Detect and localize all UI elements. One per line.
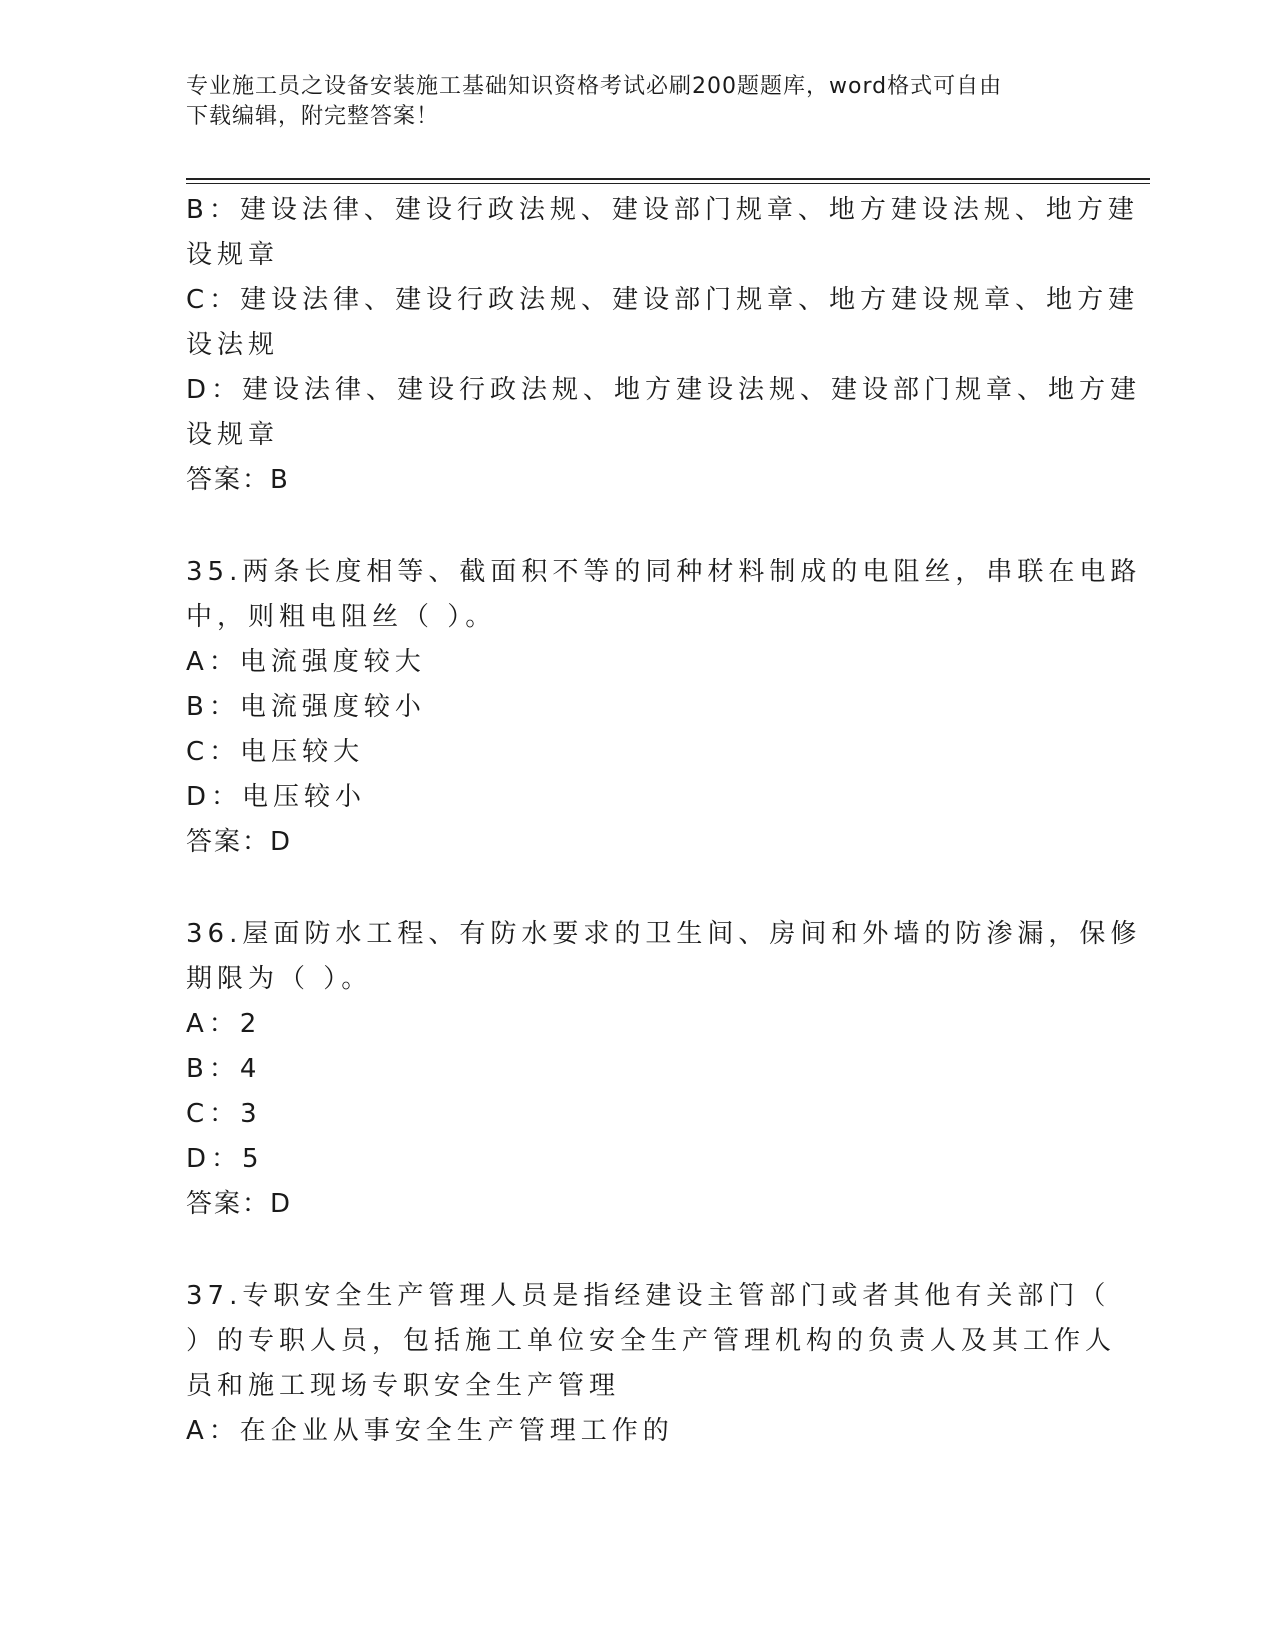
option-b-line-2: 设规章 [186, 240, 280, 270]
spacer [186, 503, 1076, 550]
option-d: D：5 [186, 1144, 264, 1174]
question-34-options [186, 188, 1142, 503]
spacer [186, 1227, 1076, 1274]
option-b-line-1: B：建设法律、建设行政法规、建设部门规章、地方建设法规、地方建 [186, 195, 1139, 225]
option-b: B：4 [186, 1054, 262, 1084]
answer-34: 答案：B [186, 465, 290, 495]
question-36-stem-line-2: 期限为（ ）。 [186, 964, 373, 994]
question-37-stem-line-2: ）的专职人员，包括施工单位安全生产管理机构的负责人及其工作人 [186, 1326, 1117, 1356]
question-37-stem-line-3: 员和施工现场专职安全生产管理 [186, 1371, 621, 1401]
option-a: A：在企业从事安全生产管理工作的 [186, 1416, 674, 1446]
answer-36: 答案：D [186, 1189, 293, 1219]
question-35 [186, 550, 1142, 865]
option-c: C：电压较大 [186, 737, 365, 767]
header-line-1: 专业施工员之设备安装施工基础知识资格考试必刷200题题库，word格式可自由 [186, 74, 1003, 99]
header-divider-thick [186, 178, 1150, 180]
question-37 [186, 1274, 1117, 1454]
option-a: A：2 [186, 1009, 262, 1039]
option-c-line-1: C：建设法律、建设行政法规、建设部门规章、地方建设规章、地方建 [186, 285, 1140, 315]
question-35-stem-line-2: 中，则粗电阻丝（ ）。 [186, 602, 497, 632]
answer-35: 答案：D [186, 827, 293, 857]
option-c: C：3 [186, 1099, 262, 1129]
question-36-stem-line-1: 36.屋面防水工程、有防水要求的卫生间、房间和外墙的防渗漏，保修 [186, 919, 1142, 949]
question-36 [186, 912, 1142, 1227]
option-c-line-2: 设法规 [186, 330, 280, 360]
option-d: D：电压较小 [186, 782, 367, 812]
option-b: B：电流强度较小 [186, 692, 426, 722]
question-37-stem-line-1: 37.专职安全生产管理人员是指经建设主管部门或者其他有关部门（ [186, 1281, 1111, 1311]
question-content [186, 188, 1142, 1454]
option-d-line-1: D：建设法律、建设行政法规、地方建设法规、建设部门规章、地方建 [186, 375, 1142, 405]
header-line-2: 下载编辑，附完整答案！ [186, 104, 440, 129]
question-35-stem-line-1: 35.两条长度相等、截面积不等的同种材料制成的电阻丝，串联在电路 [186, 557, 1142, 587]
option-d-line-2: 设规章 [186, 420, 280, 450]
spacer [186, 865, 1076, 912]
option-a: A：电流强度较大 [186, 647, 426, 677]
document-header [186, 72, 1066, 132]
header-divider-thin [186, 183, 1150, 184]
